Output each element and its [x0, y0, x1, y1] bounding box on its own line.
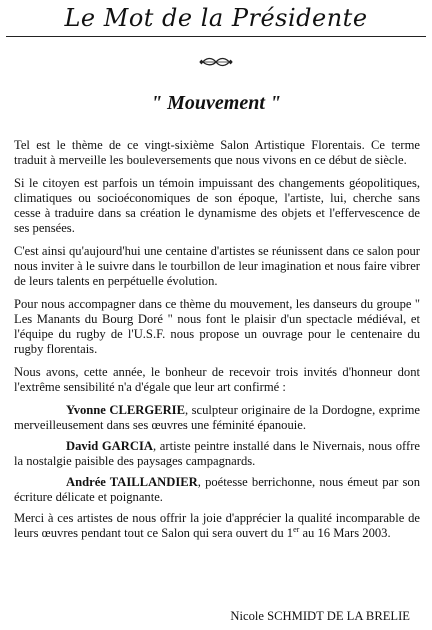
paragraph: Si le citoyen est parfois un témoin impuissant des changements géopolitiques, climatiques ou socioéconomiques de son époque, l'artiste, lui, cherche sans cesse à traduire dans sa création le dynamisme des objets et l'effervescence de ses pensées.: [14, 176, 420, 235]
paragraph: C'est ainsi qu'aujourd'hui une centaine d'artistes se réunissent dans ce salon pour nous inviter à le suivre dans le tourbillon de leur imagination et nous faire vibrer de leurs talents en perpétuelle évolution.: [14, 244, 420, 288]
ordinal-superscript: er: [293, 524, 300, 534]
paragraph: Pour nous accompagner dans ce thème du mouvement, les danseurs du groupe " Les Manants du Bourg Doré " nous font le plaisir d'un spectacle médiéval, et l'équipe du rugby de l'U.S.F. nous propose un ouvrage pour le centenaire du rugby florentais.: [14, 297, 420, 356]
title-underline: [6, 36, 426, 37]
closing-text: Merci à ces artistes de nous offrir la joie d'apprécier la qualité incomparable de leurs œuvres pendant tout ce Salon qui sera ouvert du 1: [14, 511, 420, 540]
scroll-ornament-icon: [198, 54, 234, 70]
guest-paragraph: [14, 475, 420, 505]
guest-name: Yvonne CLERGERIE: [66, 403, 185, 417]
guest-description: , poétesse berrichonne, nous émeut par son écriture délicate et poignante.: [14, 475, 421, 504]
guest-name: David GARCIA: [66, 439, 153, 453]
signature: Nicole SCHMIDT DE LA BRELIE: [230, 609, 410, 623]
guest-name: Andrée TAILLANDIER: [66, 475, 198, 489]
guest-paragraph: [14, 439, 420, 469]
paragraph: Nous avons, cette année, le bonheur de recevoir trois invités d'honneur dont l'extrême sensibilité n'a d'égale que leur art confirmé :: [14, 365, 420, 394]
closing-text-end: au 16 Mars 2003.: [299, 526, 391, 540]
theme-subtitle: " Mouvement ": [151, 92, 281, 114]
page-title: Le Mot de la Présidente: [64, 4, 368, 32]
guest-paragraph: [14, 403, 420, 433]
guest-description: , sculpteur originaire de la Dordogne, exprime merveilleusement dans ses œuvres une féminité épanouie.: [14, 403, 421, 432]
guest-description: , artiste peintre installé dans le Nivernais, nous offre la nostalgie paisible des paysages campagnards.: [14, 439, 420, 468]
closing-paragraph: [14, 511, 420, 541]
letter-body: [14, 138, 420, 549]
paragraph: Tel est le thème de ce vingt-sixième Salon Artistique Florentais. Ce terme traduit à merveille les bouleversements que nous vivons en ce début de siècle.: [14, 138, 420, 167]
